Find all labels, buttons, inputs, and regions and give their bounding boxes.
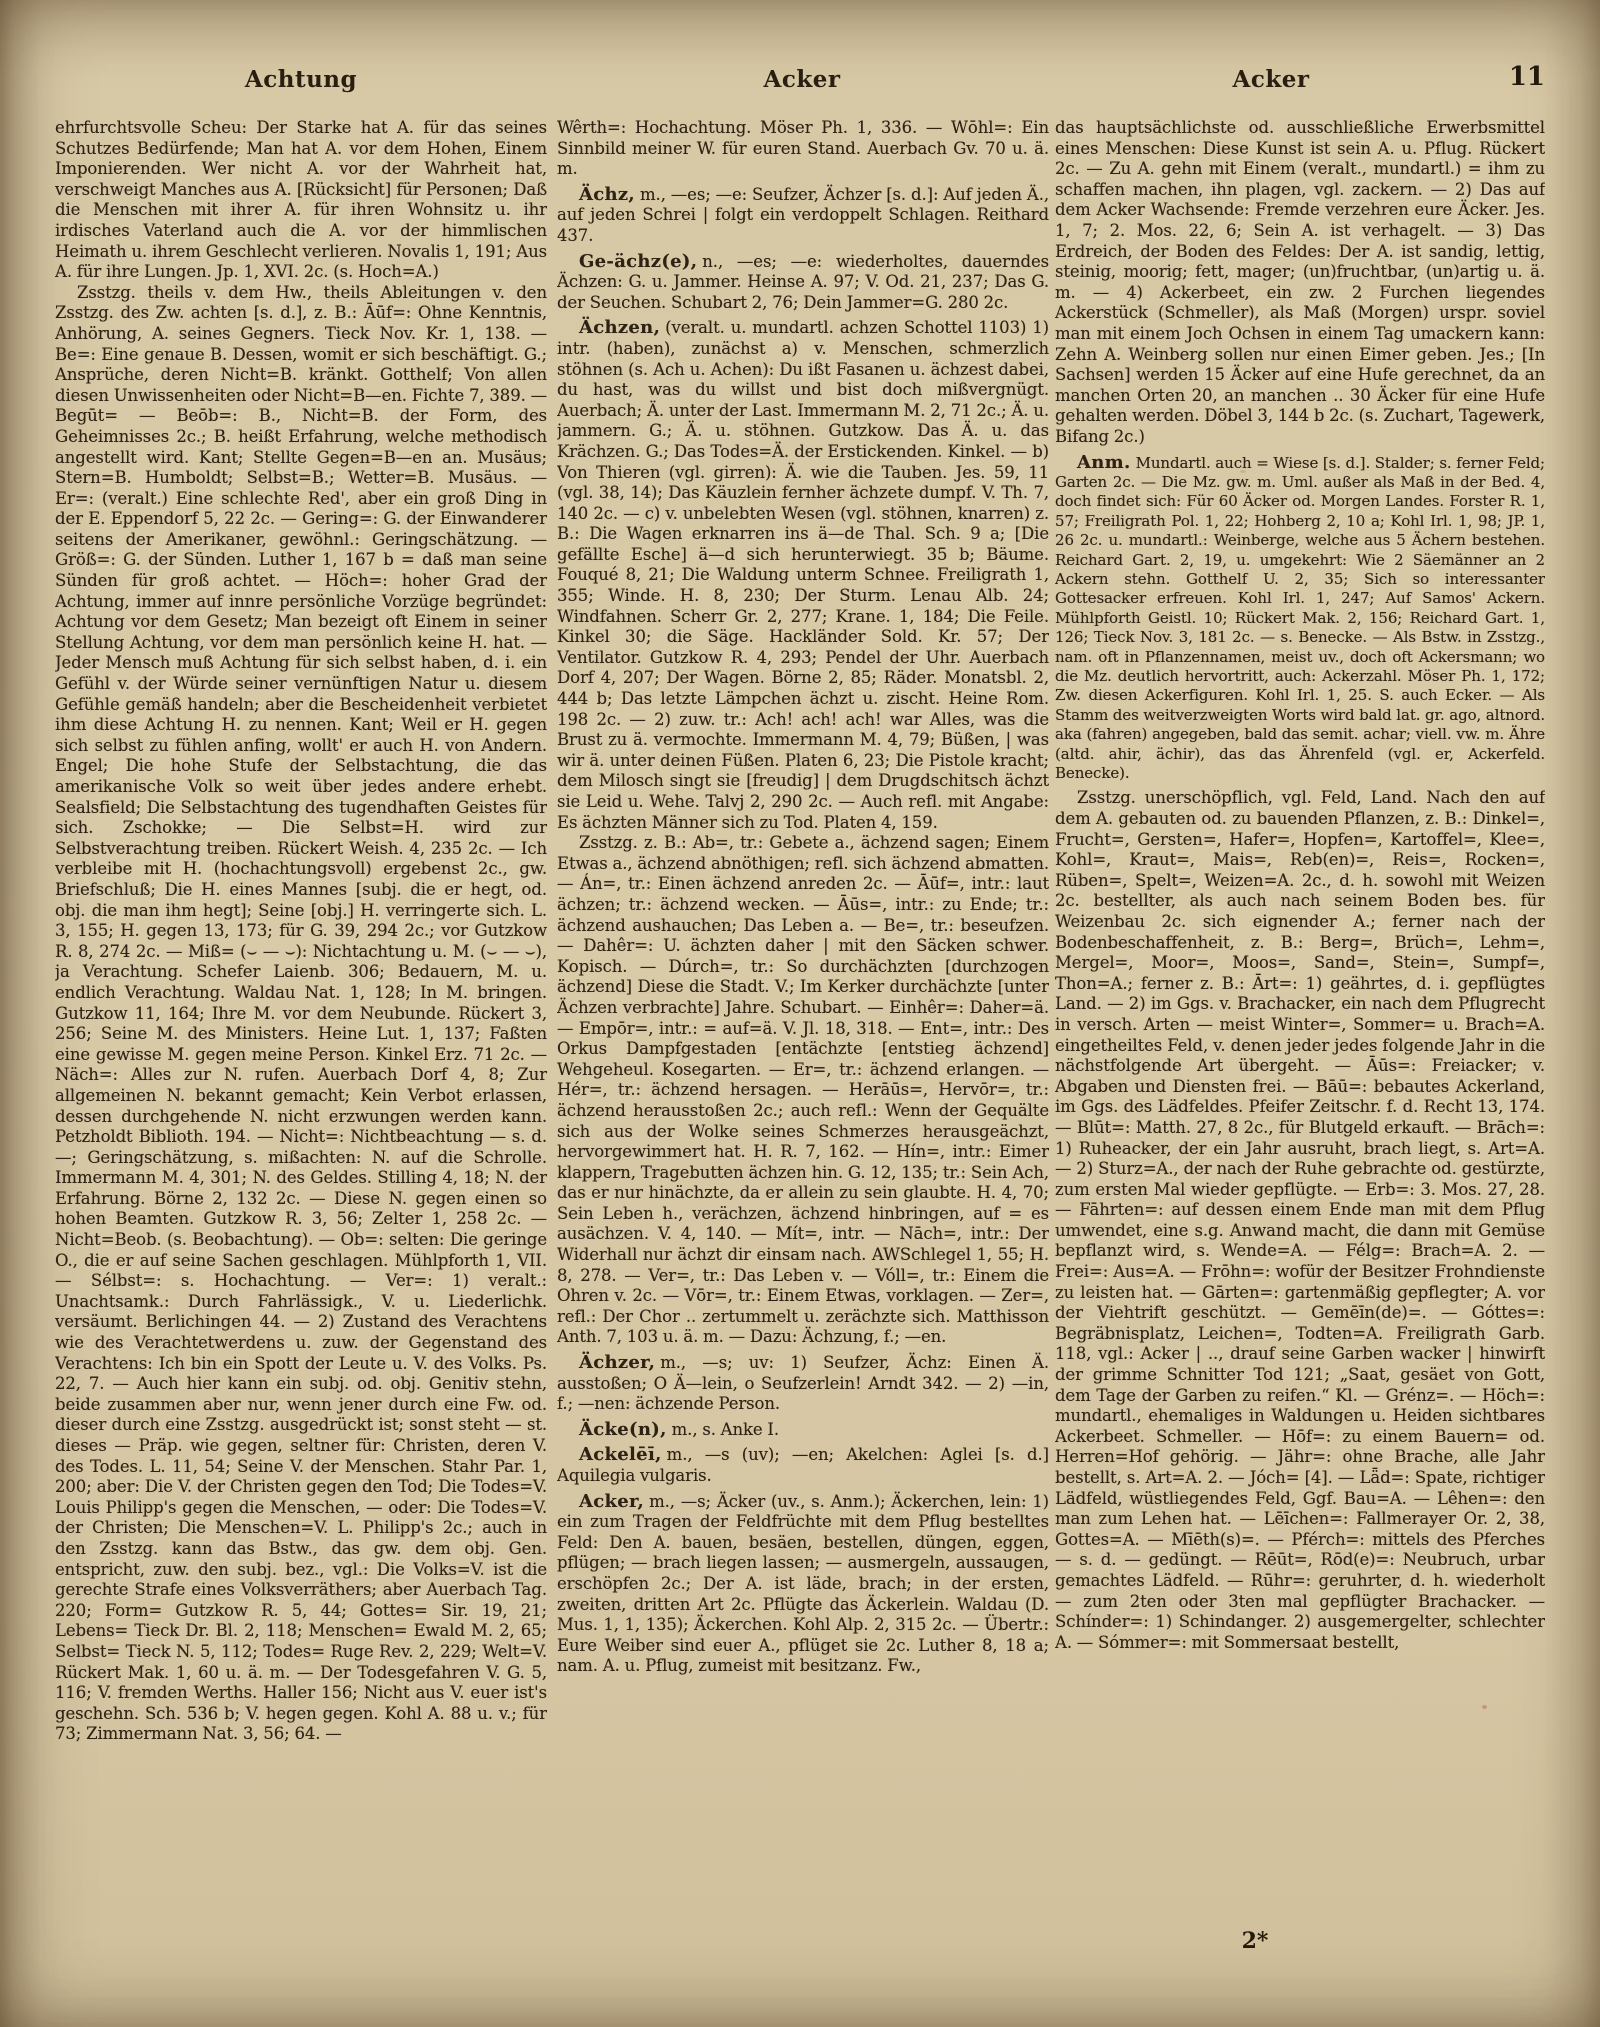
entry-aechzer — [557, 1353, 1049, 1415]
paragraph-anmerkung — [1055, 453, 1545, 784]
running-title-right: Acker — [1232, 66, 1310, 93]
entry-headword: Ächz, — [579, 183, 636, 205]
signature-mark: 2* — [1241, 1928, 1269, 1954]
paragraph-compounds — [55, 283, 547, 1745]
running-title-left: Achtung — [244, 66, 358, 93]
paragraph-text: Wêrth=: Hochachtung. Möser Ph. 1, 336. — Wōhl=: Ein Sinnbild meiner W. für euren Stand. Auerbach Gv. 70 u. ä. m. — [557, 118, 1049, 179]
paragraph-text: m., —s; Äcker (uv., s. Anm.); Äckerchen, lein: 1) ein zum Tragen der Feldfrüchte mit dem Pflug bestelltes Feld: Den A. bauen, besäen, bestellen, düngen, eggen, pflügen; — brach liegen lassen; — ausmergeln, aussaugen, erschöpfen 2c.; Der A. ist läde, brach; in der ersten, zweiten, dritten Art 2c. Pflügte das Äckerlein. Waldau (D. Mus. 1, 1, 135); Äckerchen. Kohl Alp. 2, 315 2c. — Übertr.: Eure Weiber sind euer A., pflüget sie 2c. Luther 8, 18 a; nam. A. u. Pflug, zumeist mit besitzanz. Fw., — [557, 1491, 1049, 1676]
running-title-center: Acker — [763, 66, 841, 93]
paragraph-text: ehrfurchtsvolle Scheu: Der Starke hat A. für das seines Schutzes Bedürfende; Man hat A. vor dem Hohen, Einem Imponierenden. Wer nicht A. vor der Wahrheit hat, verschweigt Manches aus A. [Rücksicht] für Personen; Daß die Menschen mit ihrer A. für ihren Wohnsitz u. ihr irdisches Vaterland auch die A. vor der himmlischen Heimath u. ihrem Geschlecht verlieren. Novalis 1, 191; Aus A. für ihre Lungen. Jp. 1, XVI. 2c. (s. Hoch=A.) — [55, 118, 547, 282]
paragraph-text: das hauptsächlichste od. ausschließliche Erwerbsmittel eines Menschen: Diese Kunst ist sein A. u. Pflug. Rückert 2c. — Zu A. gehn mit Einem (veralt., mundartl.) = ihm zu schaffen machen, ihn plagen, vgl. zackern. — 2) Das auf dem Acker Wachsende: Fremde verzehren eure Äcker. Jes. 1, 7; 2. Mos. 22, 6; Sein A. ist verhagelt. — 3) Das Erdreich, der Boden des Feldes: Der A. ist sandig, lettig, steinig, moorig; fett, mager; (un)fruchtbar, (un)artig u. ä. m. — 4) Ackerbeet, ein zw. 2 Furchen liegendes Ackerstück (Schmeller), als Maß (Morgen) urspr. soviel man mit einem Joch Ochsen in einem Tag umackern kann: Zehn A. Weinberg sollen nur einen Eimer geben. Jes.; [In Sachsen] werden 15 Äcker auf eine Hufe gerechnet, da an manchen Orten 20, an manchen .. 30 Äcker für eine Hufe gehalten werden. Döbel 3, 144 b 2c. (s. Zuchart, Tagewerk, Bifang 2c.) — [1055, 118, 1545, 446]
paragraph-text: (veralt. u. mundartl. achzen Schottel 1103) 1) intr. (haben), zunächst a) v. Menschen, schmerzlich stöhnen (s. Ach u. Achen): Du ißt Fasanen u. ächzest dabei, du hast, was du willst und bist doch mißvergnügt. Auerbach; Ä. unter der Last. Immermann M. 2, 71 2c.; Ä. u. jammern. G.; Ä. u. stöhnen. Gutzkow. Das Ä. u. das Krächzen. G.; Das Todes=Ä. der Erstickenden. Kinkel. — b) Von Thieren (vgl. girren): Ä. wie die Tauben. Jes. 59, 11 (vgl. 38, 14); Das Käuzlein fernher ächzete dumpf. V. Th. 7, 140 2c. — c) v. unbelebten Wesen (vgl. stöhnen, knarren) z. B.: Die Wagen erknarren ins ä—de Thal. Sch. 9 a; [Die gefällte Esche] ä—d sich herunterwiegt. 35 b; Bäume. Fouqué 8, 21; Die Waldung unterm Schnee. Freiligrath 1, 355; Winde. H. 8, 230; Der Sturm. Lenau Alb. 24; Windfahnen. Scherr Gr. 2, 277; Krane. 1, 184; Die Feile. Kinkel 30; die Säge. Hackländer Sold. Kr. 57; Der Ventilator. Gutzkow R. 4, 293; Pendel der Uhr. Auerbach Dorf 4, 207; Der Wagen. Börne 2, 85; Räder. Monatsbl. 2, 444 b; Das letzte Lämpchen ächzt u. zischt. Heine Rom. 198 2c. — 2) zuw. tr.: Ach! ach! ach! war Alles, was die Brust zu ä. vermochte. Immermann M. 4, 79; Büßen, | was wir ä. unter deinen Füßen. Platen 6, 23; Die Pistole kracht; dem Milosch singt sie [freudig] | dem Drugdschitsch ächzt sie Leid u. Wehe. Talvj 2, 290 2c. — Auch refl. mit Angabe: Es ächzten Männer sich zu Tod. Platen 4, 159. — [557, 318, 1049, 832]
paragraph-text: n., —es; —e: wiederholtes, dauerndes Ächzen: G. u. Jammer. Heinse A. 97; V. Od. 21, 237; Das G. der Seuchen. Schubart 2, 76; Dein Jammer=G. 280 2c. — [557, 251, 1049, 312]
entry-headword: Ge-ächz(e), — [579, 250, 698, 272]
text-column-right — [1055, 118, 1545, 1938]
entry-headword: Acker, — [579, 1490, 645, 1512]
text-column-left — [55, 118, 547, 1938]
paragraph-text: Zsstzg. z. B.: Ab=, tr.: Gebete a., ächzend sagen; Einem Etwas a., ächzend abnöthigen; refl. sich ächzend abmatten. — Án=, tr.: Einen ächzend anreden 2c. — Āūf=, intr.: laut ächzen; tr.: ächzend wecken. — Āūs=, intr.: zu Ende; tr.: ächzend aushauchen; Das Leben a. — Be=, tr.: beseufzen. — Dahêr=: U. ächzten daher | mit den Säcken schwer. Kopisch. — Dúrch=, tr.: So durchächzten [durchzogen ächzend] Diese die Stadt. V.; Im Kerker durchächzte [unter Ächzen verbrachte] Jahre. Schubart. — Einhêr=: Daher=ä. — Empōr=, intr.: = auf=ä. V. Jl. 18, 318. — Ent=, intr.: Des Orkus Dampfgestaden [entächzte [entstieg ächzend] Wehgeheul. Kosegarten. — Er=, tr.: ächzend erlangen. — Hér=, tr.: ächzend hersagen. — Herāūs=, Hervōr=, tr.: ächzend herausstoßen 2c.; auch refl.: Wenn der Gequälte sich aus der Wolke seines Schmerzes herausgeächzt, hervorgewimmert hat. H. R. 7, 162. — Hín=, intr.: Eimer klappern, Tragebutten ächzen hin. G. 12, 135; tr.: Sein Ach, das er nur hinächzte, da er allein zu sein glaubte. H. 4, 70; Sein Leben h., verächzen, ächzend hinbringen, auf = es ausächzen. V. 4, 140. — Mít=, intr. — Nāch=, intr.: Der Widerhall nur ächzt dir einsam nach. AWSchlegel 1, 55; H. 8, 278. — Ver=, tr.: Das Leben v. — Vóll=, tr.: Einem die Ohren v. 2c. — Vōr=, tr.: Einem Etwas, vorklagen. — Zer=, refl.: Der Chor .. zertummelt u. zerächzte sich. Matthisson Anth. 7, 103 u. ä. m. — Dazu: Ächzung, f.; —en. — [557, 833, 1049, 1347]
paragraph-compounds — [557, 833, 1049, 1348]
text-column-middle — [557, 118, 1049, 1938]
entry-acker — [557, 1492, 1049, 1677]
paragraph-text: Mundartl. auch = Wiese [s. d.]. Stalder; s. ferner Feld; Garten 2c. — Die Mz. gw. m. Uml. außer als Maß in der Bed. 4, doch findet sich: Für 60 Äcker od. Morgen Landes. Forster R. 1, 57; Freiligrath Pol. 1, 22; Hohberg 2, 10 a; Kohl Irl. 1, 98; JP. 1, 26 2c. u. mundartl.: Weinberge, welche aus 5 Ächern bestehen. Reichard Gart. 2, 19, u. umgekehrt: Wie 2 Säemänner an 2 Ackern stehn. Gotthelf U. 2, 35; Sich so interessanter Gottesacker erfreuen. Kohl Irl. 1, 247; Auf Samos' Ackern. Mühlpforth Geistl. 10; Rückert Mak. 2, 156; Reichard Gart. 1, 126; Tieck Nov. 3, 181 2c. — s. Benecke. — Als Bstw. in Zsstzg., nam. oft in Pflanzennamen, meist uv., doch oft Ackersmann; wo die Mz. deutlich hervortritt, auch: Ackerzahl. Möser Ph. 1, 172; Zw. diesen Ackerfiguren. Kohl Irl. 1, 25. S. auch Ecker. — Als Stamm des weitverzweigten Worts wird bald lat. gr. ago, altnord. aka (fahren) angegeben, bald das semit. achar; viell. vw. m. Ähre (altd. ahir, ächir), das das Ährenfeld (vgl. er, Ackerfeld. Benecke). — [1055, 453, 1545, 782]
paragraph-text: Zsstzg. theils v. dem Hw., theils Ableitungen v. den Zsstzg. des Zw. achten [s. d.], z. B.: Āūf=: Ohne Kenntnis, Anhörung, A. seines Gegners. Tieck Nov. Kr. 1, 138. — Be=: Eine genaue B. Dessen, womit er sich beschäftigt. G.; Ansprüche, deren Nicht=B. kränkt. Gotthelf; Von allen diesen Unwissenheiten oder Nicht=B—en. Fichte 7, 389. — Begūt= — Beōb=: B., Nicht=B. der Form, des Geheimnisses 2c.; B. heißt Erfahrung, welche methodisch angestellt wird. Kant; Stellte Gegen=B—en an. Musäus; Stern=B. Humboldt; Selbst=B.; Wetter=B. Musäus. — Er=: (veralt.) Eine schlechte Red', aber ein groß Ding in der E. Eppendorf 5, 22 2c. — Gering=: G. der Einwanderer seitens der Amerikaner, gewöhnl.: Geringschätzung. — Größ=: G. der Sünden. Luther 1, 167 b = daß man seine Sünden für groß achtet. — Höch=: hoher Grad der Achtung, immer auf innre persönliche Vorzüge begründet: Achtung vor dem Gesetz; Man bezeigt oft Einem in seiner Stellung Achtung, vor dem man persönlich keine H. hat. — Jeder Mensch muß Achtung für sich selbst haben, d. i. ein Gefühl v. der Würde seiner vernünftigen Natur u. diesem Gefühle gemäß handeln; aber die Bescheidenheit verbietet ihm diese Achtung H. zu nennen. Kant; Weil er H. gegen sich selbst zu fühlen anfing, wollt' er auch H. von Andern. Engel; Die hohe Stufe der Selbstachtung, die das amerikanische Volk so weit über jedes andere erhebt. Sealsfield; Die Selbstachtung des tugendhaften Geistes für sich. Zschokke; — Die Selbst=H. wird zur Selbstverachtung treiben. Rückert Weish. 4, 235 2c. — Ich verbleibe mit H. (hochachtungsvoll) ergebenst 2c., gw. Briefschluß; Die H. eines Mannes [subj. die er hegt, od. obj. die man ihm hegt]; Seine [obj.] H. verringerte sich. L. 3, 155; H. gegen 13, 173; für G. 39, 294 2c.; vor Gutzkow R. 8, 274 2c. — Miß= (⌣ — ⌣): Nichtachtung u. M. (⌣ — ⌣), ja Verachtung. Schefer Laienb. 306; Bedauern, M. u. endlich Verachtung. Waldau Nat. 1, 128; In M. bringen. Gutzkow 11, 164; Ihre M. vor dem Neubunde. Rückert 3, 256; Seine M. des Ministers. Heine Lut. 1, 137; Faßten eine gewisse M. gegen meine Person. Kinkel Erz. 71 2c. — Näch=: Alles zur N. rufen. Auerbach Dorf 4, 8; Zur allgemeinen N. bekannt gemacht; Kein Verbot erlassen, dessen durchgehende N. nicht erzwungen werden kann. Petzholdt Biblioth. 194. — Nicht=: Nichtbeachtung — s. d. —; Geringschätzung, s. mißachten: N. auf die Schrolle. Immermann M. 4, 301; N. des Geldes. Stilling 4, 18; N. der Erfahrung. Börne 2, 132 2c. — Diese N. gegen einen so hohen Beamten. Gutzkow R. 3, 56; Zelter 1, 258 2c. — Nicht=Beob. (s. Beobachtung). — Ob=: selten: Die geringe O., die er auf seine Sachen geschlagen. Mühlpforth 1, VII. — Sélbst=: s. Hochachtung. — Ver=: 1) veralt.: Unachtsamk.: Durch Fahrlässigk., V. u. Liederlichk. versäumt. Berlichingen 44. — 2) Zustand des Verachtens wie des Verachtetwerdens u. zuw. der Gegenstand des Verachtens: Ich bin ein Spott der Leute u. V. des Volks. Ps. 22, 7. — Auch hier kann ein subj. od. obj. Genitiv stehn, beide zusammen aber nur, wenn jener durch eine Fw. od. dieser durch eine Zsstzg. ausgedrückt ist; sonst steht — st. dieses — Präp. wie gegen, seltner für: Christen, deren V. des Todes. L. 11, 54; Seine V. der Menschen. Stahr Par. 1, 200; aber: Die V. der Christen gegen den Tod; Die Todes=V. Louis Philipp's gegen die Menschen, — oder: Die Todes=V. der Christen; Die Menschen=V. L. Philipp's 2c.; auch in den Zsstzg. kann das Bstw., das gw. dem obj. Gen. entspricht, zuw. den subj. bez., vgl.: Die Volks=V. ist die gerechte Strafe eines Volksverräthers; aber Auerbach Tag. 220; Form= Gutzkow R. 5, 44; Gottes= Sir. 19, 21; Lebens= Tieck Dr. Bl. 2, 118; Menschen= Ewald M. 2, 65; Selbst= Tieck N. 5, 112; Todes= Ruge Rev. 2, 229; Welt=V. Rückert Mak. 1, 60 u. ä. m. — Der Todesgefahren V. G. 5, 116; V. fremden Werths. Haller 156; Nicht aus V. euer ist's geschehn. Sch. 536 b; V. hegen gegen. Kohl A. 88 u. v.; für 73; Zimmermann Nat. 3, 56; 64. — — [55, 282, 547, 1744]
entry-headword: Anm. — [1077, 451, 1131, 473]
paragraph-text: m., —es; —e: Seufzer, Ächzer [s. d.]: Auf jeden Ä., auf jeden Schrei | folgt ein verdoppelt Schlagen. Reithard 437. — [557, 184, 1049, 245]
paragraph-continuation — [1055, 118, 1545, 448]
paragraph-compounds — [1055, 788, 1545, 1653]
paragraph-text: m., —s (uv); —en; Akelchen: Aglei [s. d.] Aquilegia vulgaris. — [557, 1445, 1049, 1485]
entry-aecken — [557, 1420, 1049, 1441]
entry-aechzen — [557, 318, 1049, 833]
entry-headword: Äcke(n), — [579, 1418, 667, 1440]
entry-headword: Ächzer, — [579, 1352, 656, 1374]
entry-headword: Ächzen, — [579, 317, 661, 339]
entry-headword: Ackelēī, — [579, 1444, 662, 1466]
paragraph-continuation — [557, 118, 1049, 180]
paragraph-text: Zsstzg. unerschöpflich, vgl. Feld, Land. Nach den auf dem A. gebauten od. zu bauenden Pflanzen, z. B.: Dinkel=, Frucht=, Gersten=, Hafer=, Hopfen=, Kartoffel=, Klee=, Kohl=, Kraut=, Mais=, Reb(en)=, Reis=, Rocken=, Rüben=, Spelt=, Weizen=A. 2c., d. h. sowohl mit Weizen 2c. bestellter, als auch nach seinem Boden bes. für Weizenbau 2c. sich eignender A.; ferner nach der Bodenbeschaffenheit, z. B.: Berg=, Brüch=, Lehm=, Mergel=, Moor=, Moos=, Sand=, Stein=, Sumpf=, Thon=A.; ferner z. B.: Ārt=: 1) geährtes, d. i. gepflügtes Land. — 2) im Ggs. v. Brachacker, ein nach dem Pflugrecht in versch. Arten — meist Winter=, Sommer= u. Brach=A. eingetheiltes Feld, v. denen jeder jedes folgende Jahr in die nächstfolgende Art übergeht. — Āūs=: Freiacker; v. Abgaben und Diensten frei. — Bāū=: bebautes Ackerland, im Ggs. des Lädfeldes. Pfeifer Zeitschr. f. d. Recht 13, 174. — Blūt=: Matth. 27, 8 2c., für Blutgeld erkauft. — Brāch=: 1) Ruheacker, der ein Jahr ausruht, brach liegt, s. Art=A. — 2) Sturz=A., der nach der Ruhe gebrachte od. gestürzte, zum ersten Mal wieder gepflügte. — Erb=: 3. Mos. 27, 28. — Fāhrten=: auf dessen einem Ende man mit dem Pflug umwendet, eine s.g. Anwand macht, die dann mit Gemüse bepflanzt wird, s. Wende=A. — Félg=: Brach=A. 2. — Frei=: Aus=A. — Frōhn=: wofür der Besitzer Frohndienste zu leisten hat. — Gārten=: gartenmäßig gepflegter; A. vor der Viehtrift geschützt. — Gemēīn(de)=. — Góttes=: Begräbnisplatz, Leichen=, Todten=A. Freiligrath Garb. 118, vgl.: Acker | .., drauf seine Garben wacker | hinwirft der grimme Schnitter Tod 121; „Saat, gesäet von Gott, dem Tage der Garben zu reifen.“ Kl. — Grénz=. — Höch=: mundartl., ehemaliges in Waldungen u. Heiden sichtbares Ackerbeet. Schmeller. — Hōf=: zu einem Bauern= od. Herren=Hof gehörig. — Jähr=: ohne Brache, alle Jahr bestellt, s. Art=A. 2. — Jóch= [4]. — Lǟd=: Spate, richtiger Lädfeld, wüstliegendes Feld, Ggf. Bau=A. — Lêhen=: den man zum Lehen hat. — Lēīchen=: Fallmerayer Or. 2, 38, Gottes=A. — Mīēth(s)=. — Pférch=: mittels des Pferches — s. d. — gedüngt. — Rēūt=, Rōd(e)=: Neubruch, urbar gemachtes Lädfeld. — Rūhr=: geruhrter, d. h. wiederholt — zum 2ten oder 3ten mal gepflügter Brachacker. — Schínder=: 1) Schindanger. 2) ausgemergelter, schlechter A. — Sómmer=: mit Sommersaat bestellt, — [1055, 788, 1545, 1652]
paragraph-text: m., —s; uv: 1) Seufzer, Ächz: Einen Ä. ausstoßen; O Ä—lein, o Seufzerlein! Arndt 342. — 2) —in, f.; —nen: ächzende Person. — [557, 1353, 1049, 1414]
paragraph-text: m., s. Anke I. — [671, 1419, 779, 1439]
paragraph-continuation — [55, 118, 547, 283]
page-number: 11 — [1508, 62, 1545, 92]
entry-geaechze — [557, 252, 1049, 314]
entry-ackelei — [557, 1445, 1049, 1486]
entry-aechz — [557, 185, 1049, 247]
